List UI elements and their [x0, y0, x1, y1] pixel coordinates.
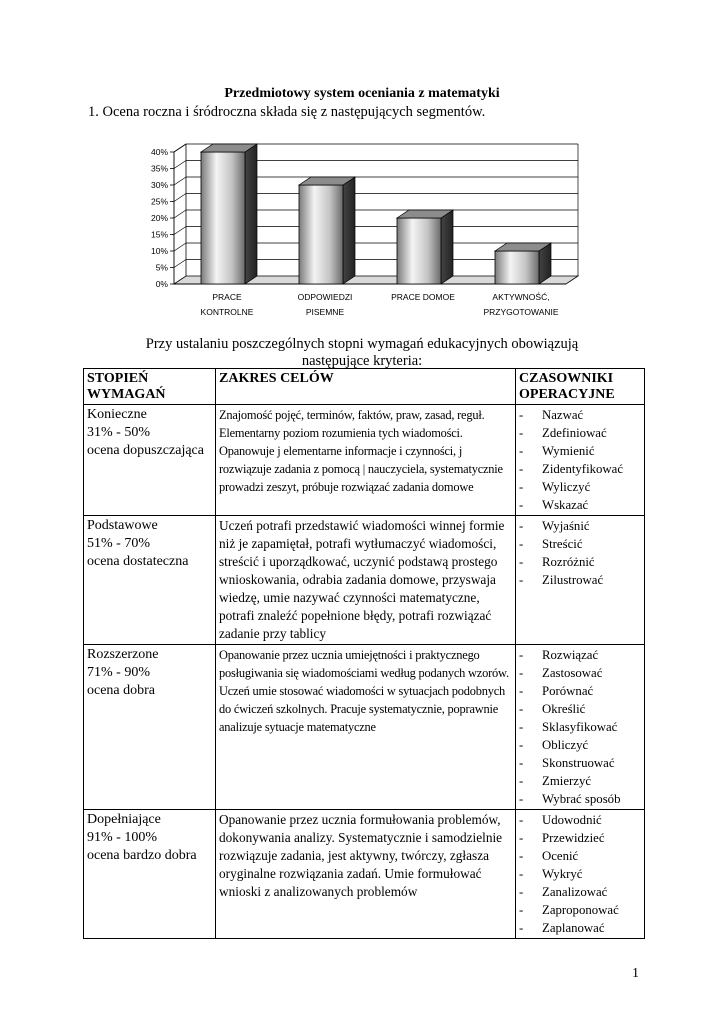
y-tick-label: 5%: [155, 262, 168, 273]
bar-side: [245, 144, 257, 284]
y-tick-label: 30%: [150, 180, 168, 190]
verb-item: [519, 442, 641, 460]
scope-cell: Znajomość pojęć, terminów, faktów, praw, zasad, reguł. Elementarny poziom rozumienia tych wiadomości. Opanowuje j elementarne informacje i czynności, j rozwiązuje zadania z pomocą | nauczyciela, systematycznie prowadzi zeszyt, próbuje rozwiązać zadania domowe: [216, 405, 516, 516]
criteria-line-2: następujące kryteria:: [301, 353, 423, 369]
verb-item: [519, 535, 641, 553]
list-dash: -: [519, 831, 524, 845]
list-dash: -: [519, 738, 524, 752]
verb-item: [519, 718, 641, 736]
verb-text: Wyliczyć: [542, 480, 591, 494]
x-tick-label: PISEMNE: [305, 307, 345, 317]
verb-item: [519, 406, 641, 424]
verb-text: Zastosować: [542, 666, 603, 680]
verb-text: Wskazać: [542, 498, 589, 512]
list-dash: -: [519, 756, 524, 770]
verb-text: Zilustrować: [542, 573, 604, 587]
verb-item: [519, 424, 641, 442]
verb-text: Obliczyć: [542, 738, 589, 752]
verb-item: [519, 736, 641, 754]
verb-text: Rozwiązać: [542, 648, 599, 662]
list-dash: -: [519, 573, 524, 587]
verb-item: [519, 790, 641, 808]
verb-item: [519, 517, 641, 535]
x-tick-label: PRACE DOMOE: [391, 292, 455, 302]
verb-text: Zidentyfikować: [542, 462, 624, 476]
list-dash: -: [519, 462, 524, 476]
gridline-diag: [174, 243, 186, 251]
bar: [495, 251, 539, 284]
y-axis-top: [174, 144, 186, 152]
verb-text: Zaproponować: [542, 903, 619, 917]
criteria-line-1: Przy ustalaniu poszczególnych stopni wymagań edukacyjnych obowiązują: [145, 336, 579, 352]
verb-text: Sklasyfikować: [542, 720, 618, 734]
verb-item: [519, 553, 641, 571]
verb-text: Zaplanować: [542, 921, 605, 935]
verb-text: Wyjaśnić: [542, 519, 590, 533]
list-dash: -: [519, 408, 524, 422]
verb-item: [519, 496, 641, 514]
gridline-diag: [174, 260, 186, 268]
table-header-row: [84, 369, 645, 405]
verb-list: [519, 811, 641, 937]
verb-text: Określić: [542, 702, 586, 716]
bar-side: [441, 210, 453, 284]
y-tick-label: 0%: [155, 279, 168, 289]
gridline-diag: [174, 194, 186, 202]
verb-item: [519, 646, 641, 664]
list-dash: -: [519, 867, 524, 881]
document-title: Przedmiotowy system oceniania z matematyki: [224, 86, 500, 101]
gridline-diag: [174, 227, 186, 235]
verb-item: [519, 829, 641, 847]
level-cell: Dopełniające 91% - 100% ocena bardzo dobra: [84, 810, 216, 939]
list-dash: -: [519, 702, 524, 716]
verb-list: [519, 406, 641, 514]
verb-item: [519, 754, 641, 772]
bar-side: [343, 177, 355, 284]
list-dash: -: [519, 903, 524, 917]
verbs-cell: [516, 645, 645, 810]
y-tick-label: 35%: [150, 163, 168, 174]
level-cell: Podstawowe 51% - 70% ocena dostateczna: [84, 516, 216, 645]
verbs-cell: [516, 405, 645, 516]
verb-item: [519, 682, 641, 700]
list-dash: -: [519, 921, 524, 935]
verb-text: Porównać: [542, 684, 594, 698]
y-tick-label: 40%: [150, 147, 168, 157]
verb-text: Zmierzyć: [542, 774, 592, 788]
x-tick-label: AKTYWNOŚĆ,: [492, 292, 550, 302]
list-dash: -: [519, 648, 524, 662]
y-tick-label: 10%: [150, 246, 168, 256]
list-dash: -: [519, 444, 524, 458]
verb-text: Wymienić: [542, 444, 595, 458]
verb-text: Streścić: [542, 537, 583, 551]
x-tick-label: PRZYGOTOWANIE: [483, 307, 559, 317]
verb-item: [519, 901, 641, 919]
verb-text: Wybrać sposób: [542, 792, 621, 806]
verb-item: [519, 919, 641, 937]
verb-item: [519, 571, 641, 589]
level-cell: Konieczne 31% - 50% ocena dopuszczająca: [84, 405, 216, 516]
verb-text: Przewidzieć: [542, 831, 605, 845]
list-dash: -: [519, 519, 524, 533]
verbs-cell: [516, 810, 645, 939]
header-verbs: CZASOWNIKI OPERACYJNE: [516, 369, 645, 405]
verb-text: Ocenić: [542, 849, 579, 863]
y-tick-label: 15%: [150, 229, 168, 240]
verb-text: Zanalizować: [542, 885, 608, 899]
scope-cell: Uczeń potrafi przedstawić wiadomości winnej formie niż je zapamiętał, potrafi wytłumaczyć wiadomości, streścić i uporządkować, uczynić podstawą prostego wnioskowania, odrabia zadania domowe, przyswaja wiedzę, umie nazywać czynności matematyczne, potrafi znaleźć popełnione błędy, potrafi rozwiązać zadanie przy tablicy: [216, 516, 516, 645]
bar: [201, 152, 245, 284]
header-scope: ZAKRES CELÓW: [216, 369, 516, 405]
list-dash: -: [519, 885, 524, 899]
document-subtitle: 1. Ocena roczna i śródroczna składa się z następujących segmentów.: [88, 104, 486, 120]
page-number: 1: [632, 966, 639, 981]
segments-bar-chart: [130, 138, 580, 326]
y-tick-label: 25%: [150, 196, 168, 207]
list-dash: -: [519, 849, 524, 863]
verb-text: Rozróżnić: [542, 555, 595, 569]
table-row: [84, 810, 645, 939]
x-tick-label: PRACE: [212, 292, 242, 302]
requirements-table: [83, 368, 645, 939]
scope-cell: Opanowanie przez ucznia umiejętności i praktycznego posługiwania się wiadomościami według podanych wzorów. Uczeń umie stosować wiadomości w sytuacjach podobnych do ćwiczeń szkolnych. Pracuje systematycznie, poprawnie analizuje sytuacje matematyczne: [216, 645, 516, 810]
table-row: [84, 405, 645, 516]
verb-text: Wykryć: [542, 867, 583, 881]
verb-text: Zdefiniować: [542, 426, 607, 440]
bar: [397, 218, 441, 284]
table-row: [84, 645, 645, 810]
list-dash: -: [519, 480, 524, 494]
x-tick-label: ODPOWIEDZI: [297, 292, 353, 302]
list-dash: -: [519, 774, 524, 788]
list-dash: -: [519, 684, 524, 698]
list-dash: -: [519, 720, 524, 734]
verb-item: [519, 772, 641, 790]
list-dash: -: [519, 792, 524, 806]
gridline-diag: [174, 177, 186, 185]
verb-text: Nazwać: [542, 408, 584, 422]
list-dash: -: [519, 498, 524, 512]
verb-item: [519, 883, 641, 901]
y-tick-label: 20%: [150, 213, 168, 223]
list-dash: -: [519, 666, 524, 680]
gridline-diag: [174, 210, 186, 218]
verb-item: [519, 811, 641, 829]
scope-cell: Opanowanie przez ucznia formułowania problemów, dokonywania analizy. Systematycznie i samodzielnie rozwiązuje zadania, jest aktywny, twórczy, zgłasza oryginalne rozwiązania zadań. Umie formułować wnioski z analizowanych problemów: [216, 810, 516, 939]
table-row: [84, 516, 645, 645]
verb-item: [519, 847, 641, 865]
level-cell: Rozszerzone 71% - 90% ocena dobra: [84, 645, 216, 810]
verb-text: Skonstruować: [542, 756, 615, 770]
header-level: STOPIEŃ WYMAGAŃ: [84, 369, 216, 405]
bar: [299, 185, 343, 284]
list-dash: -: [519, 426, 524, 440]
verb-list: [519, 517, 641, 589]
verb-item: [519, 478, 641, 496]
list-dash: -: [519, 555, 524, 569]
gridline-diag: [174, 161, 186, 169]
verb-item: [519, 865, 641, 883]
verbs-cell: [516, 516, 645, 645]
list-dash: -: [519, 537, 524, 551]
verb-text: Udowodnić: [542, 813, 602, 827]
x-tick-label: KONTROLNE: [200, 307, 254, 317]
verb-list: [519, 646, 641, 808]
list-dash: -: [519, 813, 524, 827]
verb-item: [519, 664, 641, 682]
verb-item: [519, 460, 641, 478]
verb-item: [519, 700, 641, 718]
criteria-intro: [120, 336, 604, 370]
